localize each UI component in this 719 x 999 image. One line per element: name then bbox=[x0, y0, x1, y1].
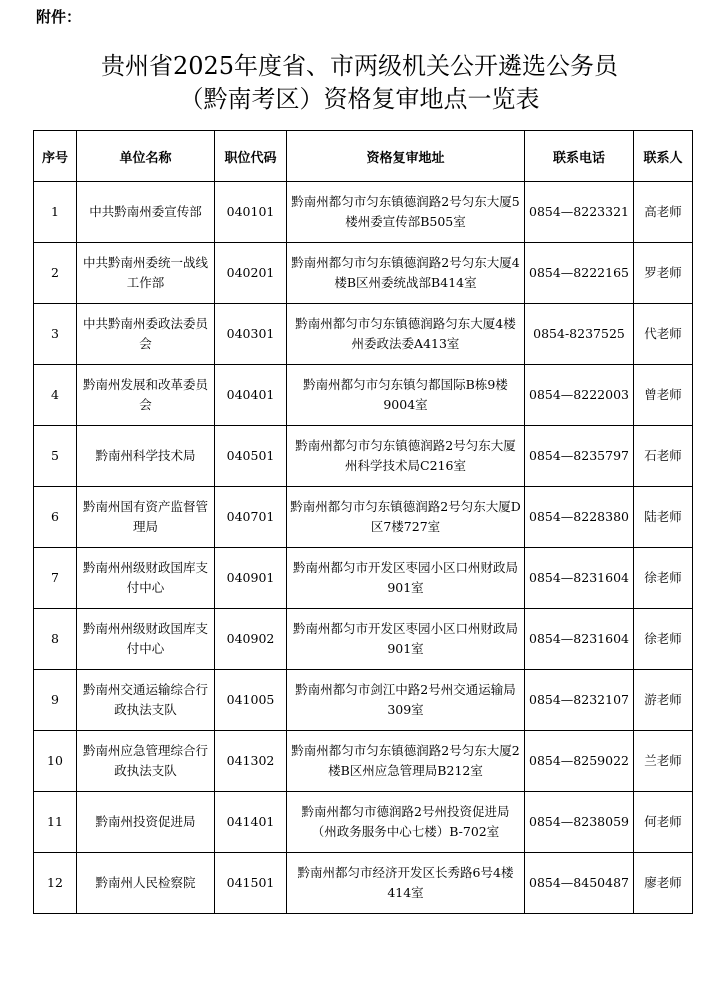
cell-serial-number: 10 bbox=[34, 731, 77, 792]
review-location-table bbox=[33, 130, 693, 914]
cell-unit-name: 黔南州人民检察院 bbox=[77, 853, 215, 914]
cell-serial-number: 1 bbox=[34, 182, 77, 243]
header-contact: 联系人 bbox=[634, 131, 693, 182]
cell-review-address: 黔南州都匀市匀东镇德润路2号匀东大厦D区7楼727室 bbox=[287, 487, 525, 548]
cell-serial-number: 2 bbox=[34, 243, 77, 304]
cell-contact: 兰老师 bbox=[634, 731, 693, 792]
cell-review-address: 黔南州都匀市德润路2号州投资促进局（州政务服务中心七楼）B-702室 bbox=[287, 792, 525, 853]
cell-serial-number: 7 bbox=[34, 548, 77, 609]
table-row bbox=[34, 670, 693, 731]
cell-review-address: 黔南州都匀市匀东镇德润路2号匀东大厦2楼B区州应急管理局B212室 bbox=[287, 731, 525, 792]
cell-review-address: 黔南州都匀市剑江中路2号州交通运输局309室 bbox=[287, 670, 525, 731]
cell-phone: 0854—8232107 bbox=[525, 670, 634, 731]
cell-serial-number: 3 bbox=[34, 304, 77, 365]
cell-serial-number: 12 bbox=[34, 853, 77, 914]
cell-unit-name: 黔南州投资促进局 bbox=[77, 792, 215, 853]
cell-position-code: 040401 bbox=[215, 365, 287, 426]
cell-position-code: 040201 bbox=[215, 243, 287, 304]
cell-unit-name: 黔南州国有资产监督管理局 bbox=[77, 487, 215, 548]
cell-phone: 0854—8450487 bbox=[525, 853, 634, 914]
cell-phone: 0854—8223321 bbox=[525, 182, 634, 243]
header-review-address: 资格复审地址 bbox=[287, 131, 525, 182]
table-row bbox=[34, 243, 693, 304]
cell-contact: 石老师 bbox=[634, 426, 693, 487]
cell-review-address: 黔南州都匀市开发区枣园小区口州财政局901室 bbox=[287, 609, 525, 670]
cell-phone: 0854—8259022 bbox=[525, 731, 634, 792]
table-row bbox=[34, 548, 693, 609]
cell-unit-name: 中共黔南州委宣传部 bbox=[77, 182, 215, 243]
cell-position-code: 040101 bbox=[215, 182, 287, 243]
cell-serial-number: 11 bbox=[34, 792, 77, 853]
cell-position-code: 040902 bbox=[215, 609, 287, 670]
cell-phone: 0854—8238059 bbox=[525, 792, 634, 853]
header-unit-name: 单位名称 bbox=[77, 131, 215, 182]
cell-phone: 0854—8222003 bbox=[525, 365, 634, 426]
cell-position-code: 040901 bbox=[215, 548, 287, 609]
cell-serial-number: 8 bbox=[34, 609, 77, 670]
cell-position-code: 040701 bbox=[215, 487, 287, 548]
cell-review-address: 黔南州都匀市经济开发区长秀路6号4楼414室 bbox=[287, 853, 525, 914]
cell-review-address: 黔南州都匀市匀东镇匀都国际B栋9楼9004室 bbox=[287, 365, 525, 426]
cell-serial-number: 4 bbox=[34, 365, 77, 426]
cell-phone: 0854—8222165 bbox=[525, 243, 634, 304]
table-header-row bbox=[34, 131, 693, 182]
cell-unit-name: 黔南州州级财政国库支付中心 bbox=[77, 548, 215, 609]
cell-phone: 0854—8235797 bbox=[525, 426, 634, 487]
cell-phone: 0854—8231604 bbox=[525, 609, 634, 670]
cell-contact: 徐老师 bbox=[634, 548, 693, 609]
cell-contact: 游老师 bbox=[634, 670, 693, 731]
table-row bbox=[34, 304, 693, 365]
cell-review-address: 黔南州都匀市开发区枣园小区口州财政局901室 bbox=[287, 548, 525, 609]
cell-unit-name: 黔南州发展和改革委员会 bbox=[77, 365, 215, 426]
cell-position-code: 040501 bbox=[215, 426, 287, 487]
title-line-1: 贵州省2025年度省、市两级机关公开遴选公务员 bbox=[100, 52, 619, 80]
cell-unit-name: 黔南州应急管理综合行政执法支队 bbox=[77, 731, 215, 792]
cell-serial-number: 9 bbox=[34, 670, 77, 731]
table-row bbox=[34, 792, 693, 853]
cell-contact: 罗老师 bbox=[634, 243, 693, 304]
cell-phone: 0854-8237525 bbox=[525, 304, 634, 365]
title-line-2: （黔南考区）资格复审地点一览表 bbox=[179, 85, 540, 113]
cell-contact: 高老师 bbox=[634, 182, 693, 243]
cell-contact: 代老师 bbox=[634, 304, 693, 365]
cell-unit-name: 黔南州州级财政国库支付中心 bbox=[77, 609, 215, 670]
cell-contact: 曾老师 bbox=[634, 365, 693, 426]
cell-position-code: 041005 bbox=[215, 670, 287, 731]
document-title bbox=[0, 50, 719, 116]
cell-serial-number: 6 bbox=[34, 487, 77, 548]
table-row bbox=[34, 487, 693, 548]
cell-unit-name: 中共黔南州委政法委员会 bbox=[77, 304, 215, 365]
cell-phone: 0854—8231604 bbox=[525, 548, 634, 609]
cell-position-code: 040301 bbox=[215, 304, 287, 365]
cell-contact: 徐老师 bbox=[634, 609, 693, 670]
header-position-code: 职位代码 bbox=[215, 131, 287, 182]
table-row bbox=[34, 426, 693, 487]
attachment-label: 附件： bbox=[36, 8, 82, 26]
header-phone: 联系电话 bbox=[525, 131, 634, 182]
cell-position-code: 041501 bbox=[215, 853, 287, 914]
cell-serial-number: 5 bbox=[34, 426, 77, 487]
cell-unit-name: 中共黔南州委统一战线工作部 bbox=[77, 243, 215, 304]
cell-review-address: 黔南州都匀市匀东镇德润路2号匀东大厦州科学技术局C216室 bbox=[287, 426, 525, 487]
table-row bbox=[34, 365, 693, 426]
table-row bbox=[34, 731, 693, 792]
cell-contact: 廖老师 bbox=[634, 853, 693, 914]
table-row bbox=[34, 182, 693, 243]
header-serial-number: 序号 bbox=[34, 131, 77, 182]
table-row bbox=[34, 609, 693, 670]
cell-review-address: 黔南州都匀市匀东镇德润路2号匀东大厦4楼B区州委统战部B414室 bbox=[287, 243, 525, 304]
cell-phone: 0854—8228380 bbox=[525, 487, 634, 548]
table-row bbox=[34, 853, 693, 914]
cell-review-address: 黔南州都匀市匀东镇德润路2号匀东大厦5楼州委宣传部B505室 bbox=[287, 182, 525, 243]
cell-contact: 陆老师 bbox=[634, 487, 693, 548]
cell-unit-name: 黔南州科学技术局 bbox=[77, 426, 215, 487]
cell-unit-name: 黔南州交通运输综合行政执法支队 bbox=[77, 670, 215, 731]
cell-position-code: 041401 bbox=[215, 792, 287, 853]
cell-contact: 何老师 bbox=[634, 792, 693, 853]
cell-position-code: 041302 bbox=[215, 731, 287, 792]
cell-review-address: 黔南州都匀市匀东镇德润路匀东大厦4楼州委政法委A413室 bbox=[287, 304, 525, 365]
